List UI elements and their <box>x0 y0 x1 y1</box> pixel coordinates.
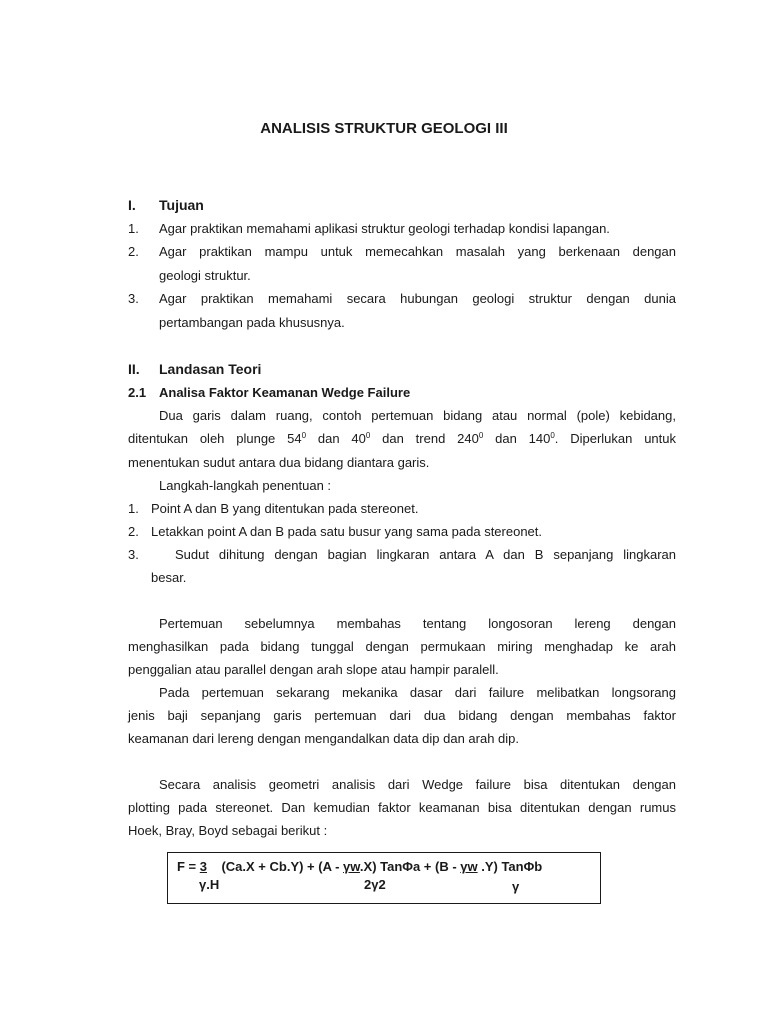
formula-numerator-line <box>177 859 542 875</box>
tujuan-item-1-text: Agar praktikan memahami aplikasi struktur geologi terhadap kondisi lapangan. <box>159 221 610 236</box>
tujuan-item-3-text-cont: pertambangan pada khususnya. <box>159 315 345 330</box>
paragraph-2-line-1: Pertemuan sebelumnya membahas tentang longosoran lereng dengan <box>159 616 676 631</box>
tujuan-item-2-text-cont: geologi struktur. <box>159 268 251 283</box>
step-2-text: Letakkan point A dan B pada satu busur yang sama pada stereonet. <box>151 524 543 539</box>
tujuan-item-1-number: 1. <box>128 221 139 236</box>
paragraph-2-line-2: menghasilkan pada bidang tunggal dengan permukaan miring menghadap ke arah <box>128 639 676 654</box>
tujuan-item-3-number: 3. <box>128 291 139 306</box>
paragraph-1-line-3: menentukan sudut antara dua bidang diantara garis. <box>128 455 430 470</box>
formula-gamma-w: γw <box>343 859 360 874</box>
text-run: dan 40 <box>306 431 366 446</box>
step-3-text-cont: besar. <box>151 570 187 585</box>
superscript: 0 <box>478 431 484 440</box>
subsection-number: 2.1 <box>128 385 147 400</box>
section-1-number: I. <box>128 197 136 213</box>
tujuan-item-2-number: 2. <box>128 244 139 259</box>
formula-term: .X) TanΦa + (B - <box>359 859 461 874</box>
text-run: dan trend 240 <box>370 431 479 446</box>
page-title: ANALISIS STRUKTUR GEOLOGI III <box>260 120 508 137</box>
tujuan-item-2-text: Agar praktikan mampu untuk memecahkan masalah yang berkenaan dengan <box>159 244 676 259</box>
superscript: 0 <box>301 431 307 440</box>
formula-f-label: F = <box>177 859 200 874</box>
superscript: 0 <box>365 431 371 440</box>
formula-denominator-1: γ.H <box>199 877 220 892</box>
paragraph-2-line-3: penggalian atau parallel dengan arah slope atau hampir paralell. <box>128 662 499 677</box>
section-1-heading: Tujuan <box>159 197 204 213</box>
paragraph-1-line-1: Dua garis dalam ruang, contoh pertemuan bidang atau normal (pole) kebidang, <box>159 408 676 423</box>
paragraph-4-line-1: Secara analisis geometri analisis dari Wedge failure bisa ditentukan dengan <box>159 777 676 792</box>
step-1-number: 1. <box>128 501 139 516</box>
formula-denominator-2: 2γ2 <box>364 877 386 892</box>
formula-term: (Ca.X + Cb.Y) + (A - <box>221 859 344 874</box>
formula-term: .Y) TanΦb <box>477 859 543 874</box>
text-run: ditentukan oleh plunge 54 <box>128 431 302 446</box>
paragraph-4-line-3: Hoek, Bray, Boyd sebagai berikut : <box>128 823 328 838</box>
formula-coefficient: 3 <box>199 859 207 874</box>
formula-denominator-3: γ <box>512 879 520 894</box>
paragraph-4-line-2: plotting pada stereonet. Dan kemudian faktor keamanan bisa ditentukan dengan rumus <box>128 800 676 815</box>
paragraph-3-line-2: jenis baji sepanjang garis pertemuan dari dua bidang dengan membahas faktor <box>128 708 676 723</box>
steps-intro: Langkah-langkah penentuan : <box>159 478 332 493</box>
formula-gamma-w: γw <box>460 859 478 874</box>
paragraph-3-line-3: keamanan dari lereng dengan mengandalkan data dip dan arah dip. <box>128 731 520 746</box>
paragraph-1-line-2 <box>128 430 676 448</box>
step-3-number: 3. <box>128 547 139 562</box>
text-run: dan 140 <box>483 431 551 446</box>
section-2-heading: Landasan Teori <box>159 361 262 377</box>
step-2-number: 2. <box>128 524 139 539</box>
paragraph-3-line-1: Pada pertemuan sekarang mekanika dasar dari failure melibatkan longsorang <box>159 685 676 700</box>
text-run: . Diperlukan untuk <box>554 431 677 446</box>
step-3-text: Sudut dihitung dengan bagian lingkaran antara A dan B sepanjang lingkaran <box>175 547 676 562</box>
tujuan-item-3-text: Agar praktikan memahami secara hubungan geologi struktur dengan dunia <box>159 291 676 306</box>
superscript: 0 <box>550 431 555 440</box>
subsection-heading: Analisa Faktor Keamanan Wedge Failure <box>159 385 411 400</box>
section-2-number: II. <box>128 361 140 377</box>
formula-box <box>167 852 601 904</box>
step-1-text: Point A dan B yang ditentukan pada stereonet. <box>151 501 419 516</box>
